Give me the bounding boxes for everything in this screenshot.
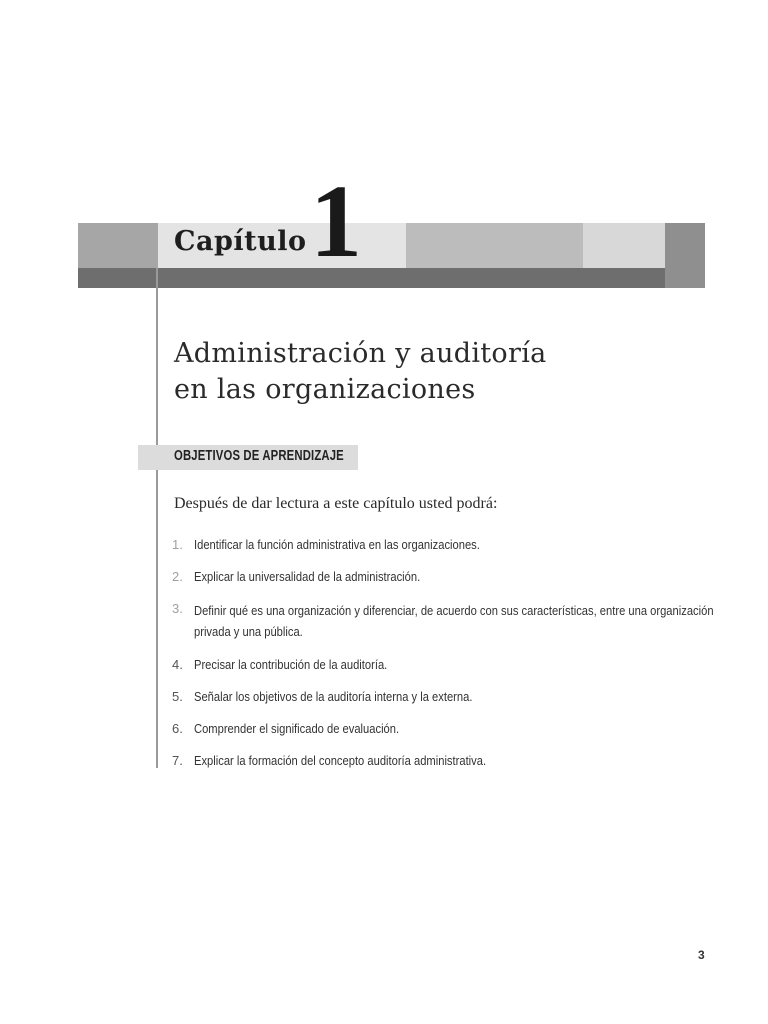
list-item bbox=[172, 720, 732, 738]
header-band-middle bbox=[406, 223, 583, 268]
list-item-number: 2. bbox=[172, 569, 183, 584]
list-item bbox=[172, 568, 732, 586]
chapter-title bbox=[174, 336, 694, 408]
page-number: 3 bbox=[698, 948, 705, 962]
list-item-number: 7. bbox=[172, 753, 183, 768]
list-item-text: Señalar los objetivos de la auditoría interna y la externa. bbox=[194, 689, 473, 704]
list-item-text: Precisar la contribución de la auditoría. bbox=[194, 657, 388, 672]
list-item bbox=[172, 656, 732, 674]
header-band-right bbox=[665, 223, 705, 288]
header-band-bottom bbox=[78, 268, 665, 288]
chapter-title-line-2: en las organizaciones bbox=[174, 374, 476, 405]
list-item bbox=[172, 536, 732, 554]
list-item bbox=[172, 752, 732, 770]
list-item-number: 4. bbox=[172, 657, 183, 672]
list-item-number: 5. bbox=[172, 689, 183, 704]
chapter-label: Capítulo bbox=[174, 226, 307, 257]
chapter-title-line-1: Administración y auditoría bbox=[174, 338, 547, 369]
header-band-left bbox=[78, 223, 158, 268]
list-item-number: 6. bbox=[172, 721, 183, 736]
vertical-rule bbox=[156, 268, 158, 768]
objectives-heading: OBJETIVOS DE APRENDIZAJE bbox=[174, 448, 344, 464]
list-item-number: 1. bbox=[172, 537, 183, 552]
objectives-heading-tag bbox=[138, 445, 358, 470]
list-item-text: Explicar la universalidad de la administración. bbox=[194, 569, 421, 584]
list-item bbox=[172, 688, 732, 706]
list-item-text: Definir qué es una organización y diferenciar, de acuerdo con sus características, entre una organización privada y una pública. bbox=[194, 603, 714, 639]
list-item bbox=[172, 600, 732, 642]
objectives-list bbox=[172, 536, 732, 784]
list-item-text: Identificar la función administrativa en las organizaciones. bbox=[194, 537, 480, 552]
header-band-light bbox=[583, 223, 665, 268]
chapter-number: 1 bbox=[310, 164, 362, 279]
objectives-intro: Después de dar lectura a este capítulo usted podrá: bbox=[174, 495, 498, 512]
list-item-text: Comprender el significado de evaluación. bbox=[194, 721, 400, 736]
list-item-text: Explicar la formación del concepto auditoría administrativa. bbox=[194, 753, 487, 768]
list-item-number: 3. bbox=[172, 601, 183, 616]
